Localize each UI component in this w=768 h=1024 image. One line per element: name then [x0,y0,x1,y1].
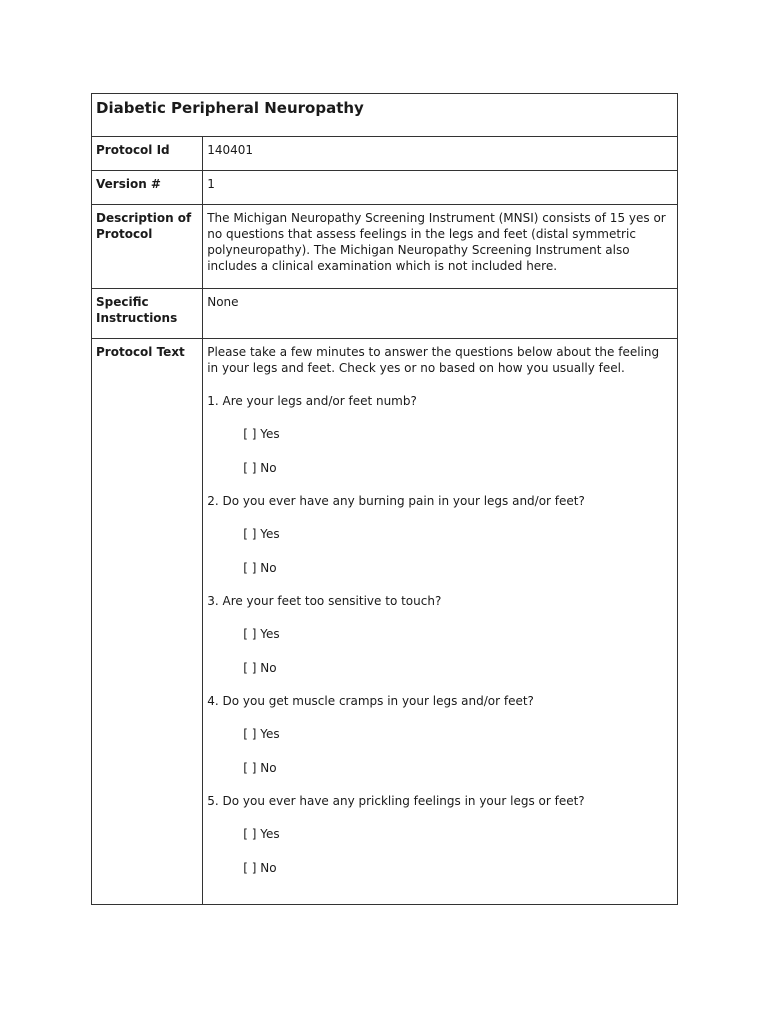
description-label: Description of Protocol [96,211,192,241]
document-title: Diabetic Peripheral Neuropathy [96,99,364,117]
question-5-yes-option[interactable]: [ ] Yes [243,827,280,841]
protocol-id-value-cell [203,137,678,171]
question-5-no-option[interactable]: [ ] No [243,861,277,875]
protocol-id-row [92,137,678,171]
description-value-cell [203,205,678,289]
version-row [92,171,678,205]
version-label-cell [92,171,203,205]
question-2-no-option[interactable]: [ ] No [243,561,277,575]
question-5: 5. Do you ever have any prickling feelings in your legs or feet? [207,794,585,808]
question-3-yes-option[interactable]: [ ] Yes [243,627,280,641]
version-label: Version # [96,177,161,191]
title-row [92,94,678,137]
protocol-id-label: Protocol Id [96,143,170,157]
question-3-no-option[interactable]: [ ] No [243,661,277,675]
description-label-cell [92,205,203,289]
protocol-id-value: 140401 [207,143,254,157]
question-3: 3. Are your feet too sensitive to touch? [207,594,442,608]
version-value: 1 [207,177,215,191]
protocol-intro: Please take a few minutes to answer the questions below about the feeling in your legs and feet. Check yes or no based on how you usually feel. [207,345,660,375]
protocol-text-row [92,339,678,905]
specific-instructions-label-cell [92,289,203,339]
protocol-text-value-cell [203,339,678,905]
protocol-text-label: Protocol Text [96,345,185,359]
question-4-yes-option[interactable]: [ ] Yes [243,727,280,741]
question-1: 1. Are your legs and/or feet numb? [207,394,417,408]
question-2-yes-option[interactable]: [ ] Yes [243,527,280,541]
protocol-text-label-cell [92,339,203,905]
protocol-table [91,93,678,905]
specific-instructions-row [92,289,678,339]
title-cell [92,94,678,137]
question-2: 2. Do you ever have any burning pain in your legs and/or feet? [207,494,585,508]
specific-instructions-value-cell [203,289,678,339]
question-1-no-option[interactable]: [ ] No [243,461,277,475]
description-value: The Michigan Neuropathy Screening Instrument (MNSI) consists of 15 yes or no questions that assess feelings in the legs and feet (distal symmetric polyneuropathy). The Michigan Neuropathy Screening Instrument also includes a clinical examination which is not included here. [207,211,666,273]
specific-instructions-label: Specific Instructions [96,295,178,325]
specific-instructions-value: None [207,295,239,309]
question-4: 4. Do you get muscle cramps in your legs and/or feet? [207,694,534,708]
description-row [92,205,678,289]
question-4-no-option[interactable]: [ ] No [243,761,277,775]
protocol-id-label-cell [92,137,203,171]
question-1-yes-option[interactable]: [ ] Yes [243,427,280,441]
version-value-cell [203,171,678,205]
